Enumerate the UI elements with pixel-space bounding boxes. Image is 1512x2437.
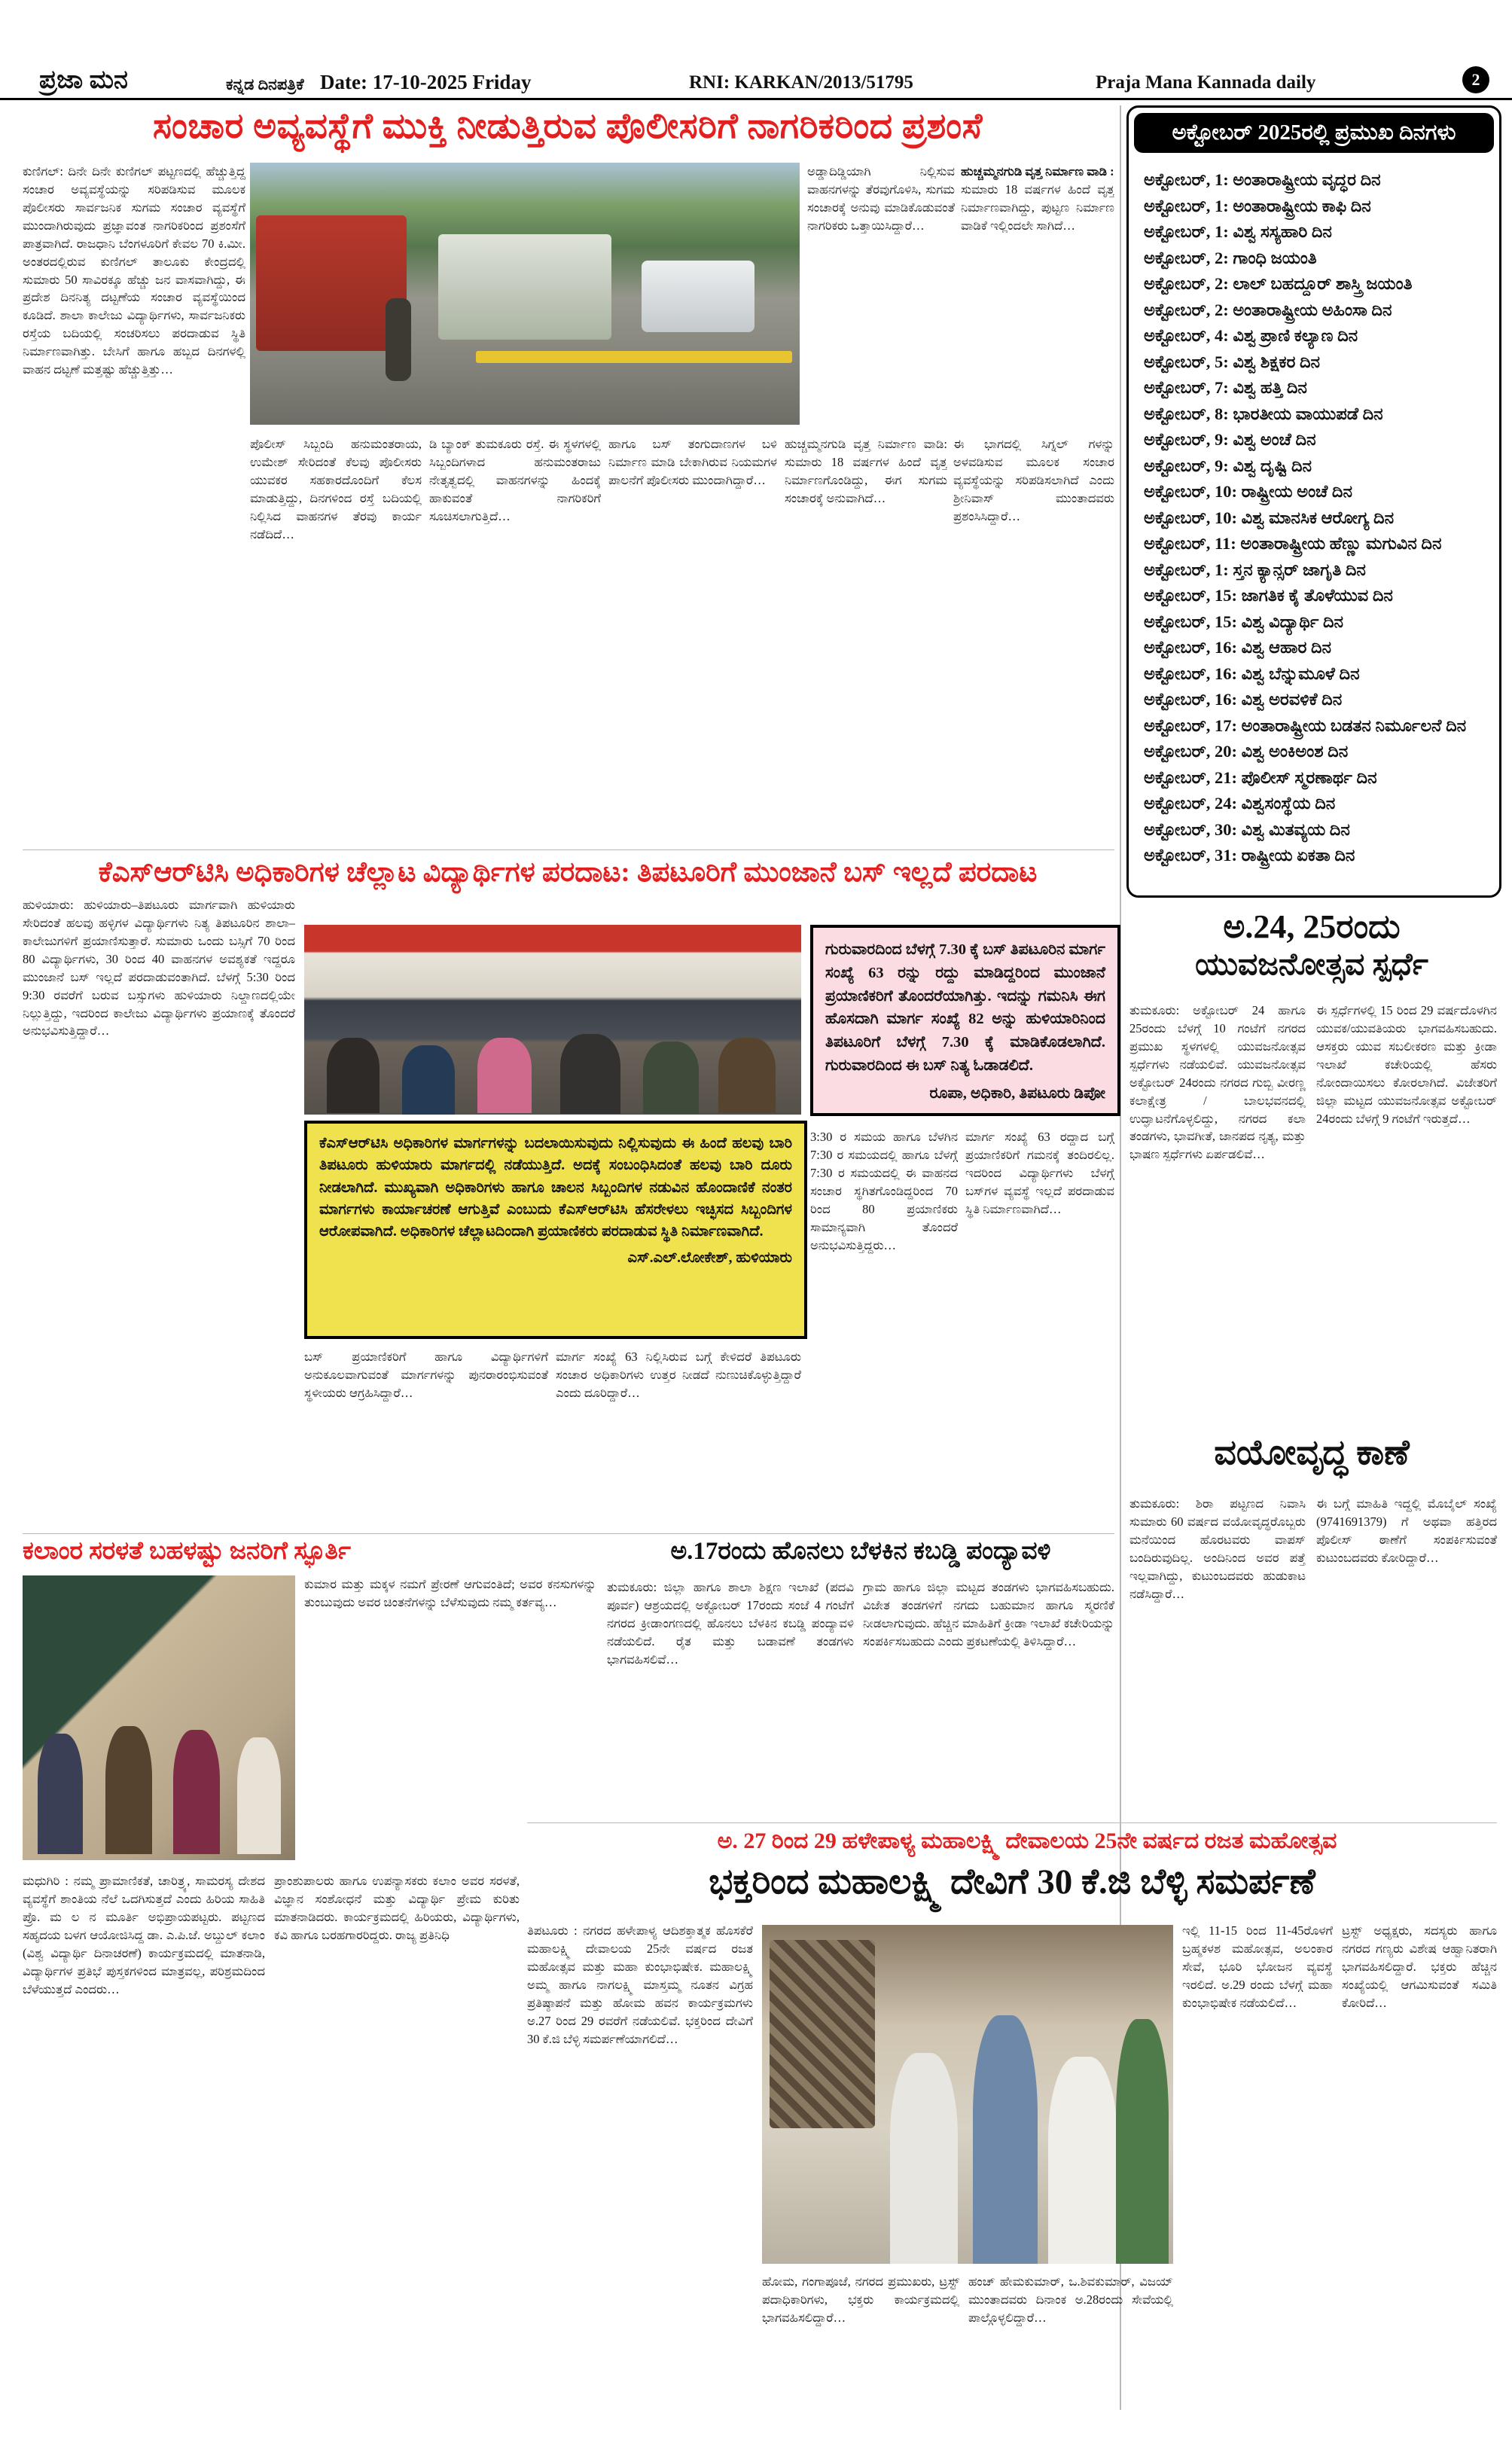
day-item: ಅಕ್ಟೋಬರ್, 1: ಅಂತಾರಾಷ್ಟ್ರೀಯ ವೃದ್ಧರ ದಿನ — [1144, 170, 1381, 189]
day-item: ಅಕ್ಟೋಬರ್, 4: ವಿಶ್ವ ಪ್ರಾಣಿ ಕಲ್ಯಾಣ ದಿನ — [1144, 326, 1358, 345]
caption-quote-byline: ಎಸ್.ಎಲ್.ಲೋಕೇಶ್, ಹುಳಿಯಾರು — [627, 1250, 792, 1267]
day-item: ಅಕ್ಟೋಬರ್, 9: ವಿಶ್ವ ಅಂಚೆ ದಿನ — [1144, 430, 1316, 449]
day-item: ಅಕ್ಟೋಬರ್, 2: ಅಂತಾರಾಷ್ಟ್ರೀಯ ಅಹಿಂಸಾ ದಿನ — [1144, 300, 1392, 319]
day-item: ಅಕ್ಟೋಬರ್, 10: ವಿಶ್ವ ಮಾನಸಿಕ ಆರೋಗ್ಯ ದಿನ — [1144, 508, 1395, 527]
temple-group-photo — [762, 1925, 1173, 2264]
crowd-figure-shape — [402, 1045, 455, 1115]
masthead-rni: RNI: KARKAN/2013/51795 — [689, 72, 913, 93]
ksrtc-col-r2: ಮಾರ್ಗ ಸಂಖ್ಯೆ 63 ರದ್ದಾದ ಬಗ್ಗೆ ಪ್ರಯಾಣಿಕರಿಗೆ ಗಮನಕ್ಕೆ ತಂದಿರಲಿಲ್ಲ. ಇದರಿಂದ ವಿದ್ಯಾರ್ಥಿಗಳು ಬೆಳಗ್ಗೆ ಬಸ್‌ಗಳ ವ್ಯವಸ್ಥೆ ಇಲ್ಲದೆ ಪರದಾಡುವ ಸ್ಥಿತಿ ನಿರ್ಮಾಣವಾಗಿದೆ… — [965, 1130, 1114, 1216]
day-item: ಅಕ್ಟೋಬರ್, 1: ಅಂತಾರಾಷ್ಟ್ರೀಯ ಕಾಫಿ ದಿನ — [1144, 196, 1371, 215]
lead-subhead: ಹುಚ್ಚಮ್ಮನಗುಡಿ ವೃತ್ತ ನಿರ್ಮಾಣ ವಾಡಿ : — [961, 164, 1114, 178]
youth-fest-col-2: ಈ ಸ್ಪರ್ಧೆಗಳಲ್ಲಿ 15 ರಿಂದ 29 ವರ್ಷದೊಳಗಿನ ಯುವಕ/ಯುವತಿಯರು ಭಾಗವಹಿಸಬಹುದು. ಆಸಕ್ತರು ಯುವ ಸಬಲೀಕರಣ ಮತ್ತು ಕ್ರೀಡಾ ಇಲಾಖೆ ಕಚೇರಿಯಲ್ಲಿ ಹೆಸರು ನೋಂದಾಯಿಸಲು ಕೋರಲಾಗಿದೆ. ವಿಜೇತರಿಗೆ ಜಿಲ್ಲಾ ಮಟ್ಟದ ಯುವಜನೋತ್ಸವ ಅಕ್ಟೋಬರ್ 24ರಂದು ಬೆಳಗ್ಗೆ 9 ಗಂಟೆಗೆ ಇರುತ್ತದೆ… — [1316, 1003, 1497, 1126]
missing-person-col-2: ಈ ಬಗ್ಗೆ ಮಾಹಿತಿ ಇದ್ದಲ್ಲಿ ಮೊಬೈಲ್ ಸಂಖ್ಯೆ (9741691379) ಗೆ ಅಥವಾ ಹತ್ತಿರದ ಪೊಲೀಸ್ ಠಾಣೆಗೆ ಸಂಪರ್ಕಿಸುವಂತೆ ಕುಟುಂಬದವರು ಕೋರಿದ್ದಾರೆ… — [1316, 1496, 1497, 1565]
day-item: ಅಕ್ಟೋಬರ್, 11: ಅಂತಾರಾಷ್ಟ್ರೀಯ ಹೆಣ್ಣು ಮಗುವಿನ ದಿನ — [1144, 534, 1442, 553]
day-item: ಅಕ್ಟೋಬರ್, 16: ವಿಶ್ವ ಬೆನ್ನುಮೂಳೆ ದಿನ — [1144, 663, 1360, 683]
ksrtc-headline: ಕೆಎಸ್‌ಆರ್‌ಟಿಸಿ ಅಧಿಕಾರಿಗಳ ಚೆಲ್ಲಾಟ ವಿದ್ಯಾರ್ಥಿಗಳ ಪರದಾಟ: ತಿಪಟೂರಿಗೆ ಮುಂಜಾನೆ ಬಸ್ ಇಲ್ಲದೆ ಪರದಾಟ — [98, 857, 1038, 888]
temple-col-u2: ಹಂಚ್ ಹೇಮಕುಮಾರ್, ಒ.ಶಿವಕುಮಾರ್, ವಿಜಯ್ ಮುಂತಾದವರು ದಿನಾಂಕ ಅ.28ರಂದು ಸೇವೆಯಲ್ಲಿ ಪಾಲ್ಗೊಳ್ಳಲಿದ್ದಾರೆ… — [968, 2274, 1173, 2325]
temple-kicker: ಅ. 27 ರಿಂದ 29 ಹಳೇಪಾಳ್ಯ ಮಹಾಲಕ್ಷ್ಮಿ ದೇವಾಲಯ 25ನೇ ವರ್ಷದ ರಜತ ಮಹೋತ್ಸವ — [717, 1829, 1337, 1853]
missing-person-col-1: ತುಮಕೂರು: ಶಿರಾ ಪಟ್ಟಣದ ನಿವಾಸಿ ಸುಮಾರು 60 ವರ್ಷದ ವಯೋವೃದ್ಧರೊಬ್ಬರು ಮನೆಯಿಂದ ಹೊರಟವರು ವಾಪಸ್ ಬಂದಿರುವುದಿಲ್ಲ. ಅಂದಿನಿಂದ ಅವರ ಪತ್ತೆ ಇಲ್ಲವಾಗಿದ್ದು, ಕುಟುಂಬದವರು ಹುಡುಕಾಟ ನಡೆಸಿದ್ದಾರೆ… — [1129, 1496, 1306, 1601]
official-quote-byline: ರೂಪಾ, ಅಧಿಕಾರಿ, ತಿಪಟೂರು ಡಿಪೋ — [929, 1084, 1105, 1102]
temple-col-r2: ಟ್ರಸ್ಟ್ ಅಧ್ಯಕ್ಷರು, ಸದಸ್ಯರು ಹಾಗೂ ನಗರದ ಗಣ್ಯರು ವಿಶೇಷ ಆಹ್ವಾನಿತರಾಗಿ ಭಾಗವಹಿಸಲಿದ್ದಾರೆ. ಭಕ್ತರು ಹೆಚ್ಚಿನ ಸಂಖ್ಯೆಯಲ್ಲಿ ಆಗಮಿಸುವಂತೆ ಸಮಿತಿ ಕೋರಿದೆ… — [1342, 1923, 1497, 2010]
section-rule — [23, 1533, 1114, 1534]
kalam-side-col: ಕುಮಾರ ಮತ್ತು ಮಕ್ಕಳ ನಮಗೆ ಪ್ರೇರಣೆ ಆಗುವಂತಿದೆ; ಅವರ ಕನಸುಗಳನ್ನು ತುಂಬುವುದು ಅವರ ಚಿಂತನೆಗಳನ್ನು ಬೆಳೆಸುವುದು ನಮ್ಮ ಕರ್ತವ್ಯ… — [304, 1577, 596, 1609]
group-figure-shape — [890, 2053, 958, 2264]
day-item: ಅಕ್ಟೋಬರ್, 9: ವಿಶ್ವ ದೃಷ್ಟಿ ದಿನ — [1144, 456, 1312, 475]
day-item: ಅಕ್ಟೋಬರ್, 8: ಭಾರತೀಯ ವಾಯುಪಡೆ ದಿನ — [1144, 404, 1383, 423]
kabaddi-col-2: ಗ್ರಾಮ ಹಾಗೂ ಜಿಲ್ಲಾ ಮಟ್ಟದ ತಂಡಗಳು ಭಾಗವಹಿಸಬಹುದು. ವಿಜೇತ ತಂಡಗಳಿಗೆ ನಗದು ಬಹುಮಾನ ಹಾಗೂ ಸ್ಮರಣಿಕೆ ನೀಡಲಾಗುವುದು. ಹೆಚ್ಚಿನ ಮಾಹಿತಿಗೆ ಕ್ರೀಡಾ ಇಲಾಖೆ ಕಚೇರಿಯನ್ನು ಸಂಪರ್ಕಿಸಬಹುದು ಎಂದು ಪ್ರಕಟಣೆಯಲ್ಲಿ ತಿಳಿಸಿದ್ದಾರೆ… — [863, 1580, 1114, 1649]
crowd-figure-shape — [718, 1038, 776, 1113]
temple-headline: ಭಕ್ತರಿಂದ ಮಹಾಲಕ್ಷ್ಮಿ ದೇವಿಗೆ 30 ಕೆ.ಜಿ ಬೆಳ್ಳಿ ಸಮರ್ಪಣೆ — [709, 1862, 1315, 1902]
day-item: ಅಕ್ಟೋಬರ್, 20: ವಿಶ್ವ ಅಂಕಿಅಂಶ ದಿನ — [1144, 742, 1349, 761]
red-bus-shape — [256, 215, 407, 351]
official-quote-text: ಗುರುವಾರದಿಂದ ಬೆಳಗ್ಗೆ 7.30 ಕ್ಕೆ ಬಸ್ ತಿಪಟೂರಿನ ಮಾರ್ಗ ಸಂಖ್ಯೆ 63 ರನ್ನು ರದ್ದು ಮಾಡಿದ್ದರಿಂದ ಮುಂಜಾನೆ ಪ್ರಯಾಣಿಕರಿಗೆ ತೊಂದರೆಯಾಗಿತ್ತು. ಇದನ್ನು ಗಮನಿಸಿ ಈಗ ಹೊಸದಾಗಿ ಮಾರ್ಗ ಸಂಖ್ಯೆ 82 ಅನ್ನು ಹುಳಿಯಾರಿನಿಂದ ತಿಪಟೂರಿಗೆ ಬೆಳಗ್ಗೆ 7.30 ಕ್ಕೆ ಮಾಡಿಕೊಡಲಾಗಿದೆ. ಗುರುವಾರದಿಂದ ಈ ಬಸ್ ನಿತ್ಯ ಓಡಾಡಲಿದೆ. — [825, 941, 1105, 1074]
day-item: ಅಕ್ಟೋಬರ್, 2: ಗಾಂಧಿ ಜಯಂತಿ — [1144, 248, 1317, 267]
important-days-title: ಅಕ್ಟೋಬರ್ 2025ರಲ್ಲಿ ಪ್ರಮುಖ ದಿನಗಳು — [1134, 113, 1494, 153]
classroom-event-photo — [23, 1575, 295, 1860]
day-item: ಅಕ್ಟೋಬರ್, 10: ರಾಷ್ಟ್ರೀಯ ಅಂಚೆ ದಿನ — [1144, 482, 1352, 501]
white-car-shape — [642, 261, 754, 332]
day-item: ಅಕ್ಟೋಬರ್, 17: ಅಂತಾರಾಷ್ಟ್ರೀಯ ಬಡತನ ನಿರ್ಮೂಲನೆ ದಿನ — [1144, 715, 1467, 735]
temple-col-main: ತಿಪಟೂರು : ನಗರದ ಹಳೇಪಾಳ್ಯ ಆದಿಶಕ್ತಾತ್ಮಕ ಹೊಸಕೆರೆ ಮಹಾಲಕ್ಷ್ಮಿ ದೇವಾಲಯ 25ನೇ ವರ್ಷದ ರಜತ ಮಹೋತ್ಸವ ಮತ್ತು ಮಹಾ ಕುಂಭಾಭಿಷೇಕ. ಮಹಾಲಕ್ಷ್ಮಿ ಅಮ್ಮ ಹಾಗೂ ನಾಗಲಕ್ಷ್ಮಿ ಮಾಸ್ತಮ್ಮ ನೂತನ ವಿಗ್ರಹ ಪ್ರತಿಷ್ಠಾಪನೆ ಮತ್ತು ಹೋಮ ಹವನ ಕಾರ್ಯಕ್ರಮಗಳು ಅ.27 ರಿಂದ 29 ರವರೆಗೆ ನಡೆಯಲಿವೆ. ಭಕ್ತರಿಂದ ದೇವಿಗೆ 30 ಕೆ.ಜಿ ಬೆಳ್ಳಿ ಸಮರ್ಪಣೆಯಾಗಲಿದೆ… — [527, 1923, 753, 2046]
crowd-figure-shape — [643, 1042, 699, 1114]
day-item: ಅಕ್ಟೋಬರ್, 7: ವಿಶ್ವ ಹತ್ತಿ ದಿನ — [1144, 378, 1307, 397]
ksrtc-col-a: ಹುಳಿಯಾರು: ಹುಳಿಯಾರು–ತಿಪಟೂರು ಮಾರ್ಗವಾಗಿ ಹುಳಿಯಾರು ಸೇರಿದಂತೆ ಹಲವು ಹಳ್ಳಿಗಳ ವಿದ್ಯಾರ್ಥಿಗಳು ನಿತ್ಯ ತಿಪಟೂರಿನ ಶಾಲಾ–ಕಾಲೇಜುಗಳಿಗೆ ಪ್ರಯಾಣಿಸುತ್ತಾರೆ. ಸುಮಾರು ಒಂದು ಬಸ್ಸಿಗೆ 70 ರಿಂದ 80 ವಿದ್ಯಾರ್ಥಿಗಳು, 30 ರಿಂದ 40 ವಾಹನಗಳ ಅವಶ್ಯಕತೆ ಇದ್ದರೂ ಮುಂಜಾನೆ ಬಸ್ ಇಲ್ಲದೆ ಪರದಾಡುವಂತಾಗಿದೆ. ಬೆಳಗ್ಗೆ 5:30 ರಿಂದ 9:30 ರವರೆಗೆ ಬರುವ ಬಸ್ಸುಗಳು ಹುಳಿಯಾರು ನಿಲ್ದಾಣದಲ್ಲಿಯೇ ನಿಲ್ಲುತ್ತಿದ್ದು, ಇದರಿಂದ ಕಾಲೇಜು ವಿದ್ಯಾರ್ಥಿಗಳು ಪ್ರಯಾಣಕ್ಕೆ ತೊಂದರೆ ಅನುಭವಿಸುತ್ತಿದ್ದಾರೆ… — [23, 898, 295, 1039]
ksrtc-col-b2: ಮಾರ್ಗ ಸಂಖ್ಯೆ 63 ನಿಲ್ಲಿಸಿರುವ ಬಗ್ಗೆ ಕೇಳಿದರೆ ತಿಪಟೂರು ಸಂಚಾರ ಅಧಿಕಾರಿಗಳು ಉತ್ತರ ನೀಡದೆ ನುಣುಚಿಕೊಳ್ಳುತ್ತಿದ್ದಾರೆ ಎಂದು ದೂರಿದ್ದಾರೆ… — [556, 1350, 801, 1400]
kalam-col-2: ಪ್ರಾಂಶುಪಾಲರು ಹಾಗೂ ಉಪನ್ಯಾಸಕರು ಕಲಾಂ ಅವರ ಸರಳತೆ, ವಿಜ್ಞಾನ ಸಂಶೋಧನೆ ಮತ್ತು ವಿದ್ಯಾರ್ಥಿ ಪ್ರೇಮ ಕುರಿತು ಮಾತನಾಡಿದರು. ಕಾರ್ಯಕ್ರಮದಲ್ಲಿ ಹಿರಿಯರು, ವಿದ್ಯಾರ್ಥಿಗಳು, ಕವಿ ಹಾಗೂ ಬರಹಗಾರರಿದ್ದರು. ರಾಜ್ಯ ಪ್ರತಿನಿಧಿ — [274, 1874, 520, 1942]
day-item: ಅಕ್ಟೋಬರ್, 21: ಪೊಲೀಸ್ ಸ್ಮರಣಾರ್ಥ ದಿನ — [1144, 767, 1377, 787]
day-item: ಅಕ್ಟೋಬರ್, 16: ವಿಶ್ವ ಆಹಾರ ದಿನ — [1144, 638, 1332, 657]
person-figure-shape — [237, 1737, 281, 1854]
crowd-figure-shape — [477, 1038, 532, 1113]
masthead-rule — [0, 98, 1512, 100]
group-figure-shape — [973, 2015, 1038, 2264]
section-rule — [527, 1822, 1497, 1823]
lead-col-4: ಹುಚ್ಚಮ್ಮನಗುಡಿ ವೃತ್ತ ನಿರ್ಮಾಣ ವಾಡಿ: ಸುಮಾರು 18 ವರ್ಷಗಳ ಹಿಂದೆ ವೃತ್ತ ನಿರ್ಮಾಣಗೊಂಡಿದ್ದು, ಈಗ ಸುಗಮ ಸಂಚಾರಕ್ಕೆ ಅನುವಾಗಿದೆ… — [785, 437, 947, 505]
ksrtc-col-b1: ಬಸ್ ಪ್ರಯಾಣಿಕರಿಗೆ ಹಾಗೂ ವಿದ್ಯಾರ್ಥಿಗಳಿಗೆ ಅನುಕೂಲವಾಗುವಂತೆ ಮಾರ್ಗಗಳನ್ನು ಪುನರಾರಂಭಿಸುವಂತೆ ಸ್ಥಳೀಯರು ಆಗ್ರಹಿಸಿದ್ದಾರೆ… — [304, 1350, 548, 1400]
caption-quote-box — [304, 1121, 807, 1339]
lead-col-b: ಅಡ್ಡಾದಿಡ್ಡಿಯಾಗಿ ನಿಲ್ಲಿಸುವ ವಾಹನಗಳನ್ನು ತೆರವುಗೊಳಿಸಿ, ಸುಗಮ ಸಂಚಾರಕ್ಕೆ ಅನುವು ಮಾಡಿಕೊಡುವಂತೆ ನಾಗರಿಕರು ಒತ್ತಾಯಿಸಿದ್ದಾರೆ… — [807, 164, 955, 233]
important-days-list — [1129, 158, 1499, 875]
temple-col-r1: ಇಲ್ಲಿ 11-15 ರಿಂದ 11-45ರೊಳಗೆ ಬ್ರಹ್ಮಕಳಶ ಮಹೋತ್ಸವ, ಅಲಂಕಾರ ಸೇವೆ, ಭೂರಿ ಭೋಜನ ವ್ಯವಸ್ಥೆ ಇರಲಿದೆ. ಅ.29 ರಂದು ಬೆಳಗ್ಗೆ ಮಹಾ ಕುಂಭಾಭಿಷೇಕ ನಡೆಯಲಿದೆ… — [1182, 1923, 1333, 2010]
masthead-tagline: ಕನ್ನಡ ದಿನಪತ್ರಿಕೆ — [226, 75, 304, 93]
person-figure-shape — [38, 1734, 83, 1854]
day-item: ಅಕ್ಟೋಬರ್, 16: ವಿಶ್ವ ಅರವಳಿಕೆ ದಿನ — [1144, 690, 1343, 709]
crowd-figure-shape — [560, 1034, 620, 1114]
lead-col-c-text: ಸುಮಾರು 18 ವರ್ಷಗಳ ಹಿಂದೆ ವೃತ್ತ ನಿರ್ಮಾಣವಾಗಿದ್ದು, ಪುಟ್ಟಣ ನಿರ್ಮಾಣ ವಾಡಿಕೆ ಇಲ್ಲಿಂದಲೇ ಸಾಗಿದೆ… — [961, 181, 1114, 233]
day-item: ಅಕ್ಟೋಬರ್, 30: ವಿಶ್ವ ಮಿತವ್ಯಯ ದಿನ — [1144, 819, 1350, 839]
day-item: ಅಕ್ಟೋಬರ್, 15: ಜಾಗತಿಕ ಕೈ ತೊಳೆಯುವ ದಿನ — [1144, 586, 1393, 605]
police-figure-shape — [386, 298, 411, 381]
lead-col-2: ಡಿ ಬ್ಯಾಂಕ್ ತುಮಕೂರು ರಸ್ತೆ. ಈ ಸ್ಥಳಗಳಲ್ಲಿ ಸಿಬ್ಬಂದಿಗಳಾದ ಹನುಮಂತರಾಜು ನೇತೃತ್ವದಲ್ಲಿ ವಾಹನಗಳನ್ನು ಹಿಂದಕ್ಕೆ ಹಾಕುವಂತೆ ನಾಗರಿಕರಿಗೆ ಸೂಚಿಸಲಾಗುತ್ತಿದೆ… — [429, 437, 601, 523]
person-figure-shape — [173, 1730, 220, 1854]
official-quote-box — [810, 925, 1120, 1116]
youth-fest-col-1: ತುಮಕೂರು: ಅಕ್ಟೋಬರ್ 24 ಹಾಗೂ 25ರಂದು ಬೆಳಗ್ಗೆ 10 ಗಂಟೆಗೆ ನಗರದ ಪ್ರಮುಖ ಸ್ಥಳಗಳಲ್ಲಿ ಯುವಜನೋತ್ಸವ ಸ್ಪರ್ಧೆಗಳು ನಡೆಯಲಿವೆ. ಯುವಜನೋತ್ಸವ ಅಕ್ಟೋಬರ್ 24ರಂದು ನಗರದ ಗುಬ್ಬಿ ವೀರಣ್ಣ ಕಲಾಕ್ಷೇತ್ರ / ಬಾಲಭವನದಲ್ಲಿ ಉದ್ಘಾಟನೆಗೊಳ್ಳಲಿದ್ದು, ನಗರದ ಕಲಾ ತಂಡಗಳು, ಭಾವಗೀತೆ, ಜಾನಪದ ನೃತ್ಯ, ಮತ್ತು ಭಾಷಣ ಸ್ಪರ್ಧೆಗಳು ಏರ್ಪಡಲಿವೆ… — [1129, 1003, 1306, 1162]
lead-col-3: ಹಾಗೂ ಬಸ್ ತಂಗುದಾಣಗಳ ಬಳಿ ನಿರ್ಮಾಣ ಮಾಡಿ ಬೇಕಾಗಿರುವ ನಿಯಮಗಳ ಪಾಲನೆಗೆ ಪೊಲೀಸರು ಮುಂದಾಗಿದ್ದಾರೆ… — [608, 437, 777, 487]
masthead-daily-name: Praja Mana Kannada daily — [1096, 72, 1316, 93]
green-bus-shape — [438, 234, 611, 340]
masthead-logo: ಪ್ರಜಾ ಮನ — [39, 66, 128, 94]
youth-fest-headline-line1: ಅ.24, 25ರಂದು — [1223, 908, 1401, 945]
crowd-figure-shape — [327, 1038, 380, 1113]
ksrtc-col-r1: 3:30 ರ ಸಮಯ ಹಾಗೂ ಬೆಳಗಿನ 7:30 ರ ಸಮಯದಲ್ಲಿ ಹಾಗೂ ಬೆಳಗ್ಗೆ 7:30 ರ ಸಮಯದಲ್ಲಿ ಈ ವಾಹನದ ಸಂಚಾರ ಸ್ಥಗಿತಗೊಂಡಿದ್ದರಿಂದ 70 ರಿಂದ 80 ಪ್ರಯಾಣಿಕರು ಸಾಮಾನ್ಯವಾಗಿ ತೊಂದರೆ ಅನುಭವಿಸುತ್ತಿದ್ದರು… — [810, 1130, 958, 1252]
important-days-box — [1126, 105, 1501, 898]
temple-lattice-shape — [770, 1940, 875, 2128]
day-item: ಅಕ್ಟೋಬರ್, 15: ವಿಶ್ವ ವಿದ್ಯಾರ್ಥಿ ದಿನ — [1144, 612, 1344, 631]
youth-fest-headline — [1126, 907, 1497, 983]
day-item: ಅಕ್ಟೋಬರ್, 5: ವಿಶ್ವ ಶಿಕ್ಷಕರ ದಿನ — [1144, 352, 1321, 371]
missing-person-headline: ವಯೋವೃದ್ಧ ಕಾಣೆ — [1214, 1433, 1410, 1472]
kabaddi-headline: ಅ.17ರಂದು ಹೊನಲು ಬೆಳಕಿನ ಕಬಡ್ಡಿ ಪಂದ್ಯಾವಳಿ — [670, 1538, 1051, 1565]
day-item: ಅಕ್ಟೋಬರ್, 2: ಲಾಲ್ ಬಹದ್ದೂರ್ ಶಾಸ್ತ್ರಿ ಜಯಂತಿ — [1144, 274, 1413, 293]
person-figure-shape — [105, 1726, 152, 1854]
temple-col-u1: ಹೋಮ, ಗಂಗಾಪೂಜೆ, ನಗರದ ಪ್ರಮುಖರು, ಟ್ರಸ್ಟ್ ಪದಾಧಿಕಾರಿಗಳು, ಭಕ್ತರು ಕಾರ್ಯಕ್ರಮದಲ್ಲಿ ಭಾಗವಹಿಸಲಿದ್ದಾರೆ… — [762, 2274, 959, 2325]
caption-quote-text: ಕೆಎಸ್‌ಆರ್‌ಟಿಸಿ ಅಧಿಕಾರಿಗಳ ಮಾರ್ಗಗಳನ್ನು ಬದಲಾಯಿಸುವುದು ನಿಲ್ಲಿಸುವುದು ಈ ಹಿಂದೆ ಹಲವು ಬಾರಿ ತಿಪಟೂರು ಹುಳಿಯಾರು ಮಾರ್ಗದಲ್ಲಿ ನಡೆಯುತ್ತಿದೆ. ಅದಕ್ಕೆ ಸಂಬಂಧಿಸಿದಂತೆ ಹಲವು ಬಾರಿ ದೂರು ನೀಡಲಾಗಿದೆ. ಮುಖ್ಯವಾಗಿ ಅಧಿಕಾರಿಗಳು ಹಾಗೂ ಚಾಲನ ಸಿಬ್ಬಂದಿಗಳ ನಡುವಿನ ಹೊಂದಾಣಿಕೆ ನಂತರ ಮಾರ್ಗಗಳು ಕಾರ್ಯಾಚರಣೆ ಆಗುತ್ತಿವೆ ಎಂಬುದು ಕೆಎಸ್‌ಆರ್‌ಟಿಸಿ ಹೆಸರೇಳಲು ಇಚ್ಛಿಸದ ಸಿಬ್ಬಂದಿಗಳ ಆರೋಪವಾಗಿದೆ. ಅಧಿಕಾರಿಗಳ ಚೆಲ್ಲಾಟದಿಂದಾಗಿ ಪ್ರಯಾಣಿಕರು ಪರದಾಡುವ ಸ್ಥಿತಿ ನಿರ್ಮಾಣವಾಗಿದೆ. — [319, 1136, 792, 1240]
group-figure-shape — [1048, 2057, 1117, 2264]
day-item: ಅಕ್ಟೋಬರ್, 1: ಸ್ತನ ಕ್ಯಾನ್ಸರ್ ಜಾಗೃತಿ ದಿನ — [1144, 560, 1366, 579]
day-item: ಅಕ್ಟೋಬರ್, 24: ವಿಶ್ವಸಂಸ್ಥೆಯ ದಿನ — [1144, 794, 1336, 813]
yellow-barrier-shape — [476, 351, 792, 363]
day-item: ಅಕ್ಟೋಬರ್, 31: ರಾಷ್ಟ್ರೀಯ ಏಕತಾ ದಿನ — [1144, 846, 1355, 865]
group-figure-shape — [1116, 2019, 1169, 2264]
lead-col-c — [961, 163, 1114, 425]
masthead-date: Date: 17-10-2025 Friday — [320, 71, 532, 93]
day-item: ಅಕ್ಟೋಬರ್, 1: ವಿಶ್ವ ಸಸ್ಯಹಾರಿ ದಿನ — [1144, 222, 1332, 241]
lead-col-1: ಪೊಲೀಸ್ ಸಿಬ್ಬಂದಿ ಹನುಮಂತರಾಯ, ಉಮೇಶ್ ಸೇರಿದಂತೆ ಕೆಲವು ಪೊಲೀಸರು ಯುವಕರ ಸಹಕಾರದೊಂದಿಗೆ ಕೆಲಸ ಮಾಡುತ್ತಿದ್ದು, ದಿನಗಳಿಂದ ರಸ್ತೆ ಬದಿಯಲ್ಲಿ ನಿಲ್ಲಿಸಿದ ವಾಹನಗಳ ತೆರವು ಕಾರ್ಯ ನಡೆದಿದೆ… — [250, 437, 422, 541]
lead-headline: ಸಂಚಾರ ಅವ್ಯವಸ್ಥೆಗೆ ಮುಕ್ತಿ ನೀಡುತ್ತಿರುವ ಪೊಲೀಸರಿಗೆ ನಾಗರಿಕರಿಂದ ಪ್ರಶಂಸೆ — [153, 107, 983, 146]
youth-fest-headline-line2: ಯುವಜನೋತ್ಸವ ಸ್ಪರ್ಧೆ — [1195, 947, 1428, 981]
kalam-headline: ಕಲಾಂರ ಸರಳತೆ ಬಹಳಷ್ಟು ಜನರಿಗೆ ಸ್ಫೂರ್ತಿ — [23, 1538, 351, 1565]
bus-crowd-photo — [304, 925, 801, 1115]
kabaddi-col-1: ತುಮಕೂರು: ಜಿಲ್ಲಾ ಹಾಗೂ ಶಾಲಾ ಶಿಕ್ಷಣ ಇಲಾಖೆ (ಪದವಿ ಪೂರ್ವ) ಆಶ್ರಯದಲ್ಲಿ ಅಕ್ಟೋಬರ್ 17ರಂದು ಸಂಜೆ 4 ಗಂಟೆಗೆ ನಗರದ ಕ್ರೀಡಾಂಗಣದಲ್ಲಿ ಹೊನಲು ಬೆಳಕಿನ ಕಬಡ್ಡಿ ಪಂದ್ಯಾವಳಿ ನಡೆಯಲಿದೆ. ರೈತ ಮತ್ತು ಬಡಾವಣೆ ತಂಡಗಳು ಭಾಗವಹಿಸಲಿವೆ… — [607, 1580, 854, 1667]
kalam-col-1: ಮಧುಗಿರಿ : ನಮ್ಮ ಪ್ರಾಮಾಣಿಕತೆ, ಚಾರಿತ್ರ್ಯ, ಸಾಮರಸ್ಯ ದೇಶದ ವ್ಯವಸ್ಥೆಗೆ ಶಾಂತಿಯ ನೆಲೆ ಒದಗಿಸುತ್ತದೆ ಎಂದು ಹಿರಿಯ ಸಾಹಿತಿ ಪ್ರೊ. ಮ ಲ ನ ಮೂರ್ತಿ ಅಭಿಪ್ರಾಯಪಟ್ಟರು. ಪಟ್ಟಣದ ಸಹೃದಯ ಬಳಗ ಆಯೋಜಿಸಿದ್ದ ಡಾ. ಎ.ಪಿ.ಜೆ. ಅಬ್ದುಲ್ ಕಲಾಂ (ವಿಶ್ವ ವಿದ್ಯಾರ್ಥಿ ದಿನಾಚರಣೆ) ಕಾರ್ಯಕ್ರಮದಲ್ಲಿ ಮಾತನಾಡಿ, ವಿದ್ಯಾರ್ಥಿಗಳ ಪ್ರತಿಭೆ ಪುಸ್ತಕಗಳಿಂದ ಮಾತ್ರವಲ್ಲ, ಪರಿಶ್ರಮದಿಂದ ಬೆಳೆಯುತ್ತದೆ ಎಂದರು… — [23, 1874, 265, 1996]
page-number-badge: 2 — [1462, 66, 1489, 93]
section-rule — [23, 849, 1114, 850]
lead-col-5: ಈ ಭಾಗದಲ್ಲಿ ಸಿಗ್ನಲ್ ಗಳನ್ನು ಅಳವಡಿಸುವ ಮೂಲಕ ಸಂಚಾರ ವ್ಯವಸ್ಥೆಯನ್ನು ಸರಿಪಡಿಸಲಾಗಿದೆ ಎಂದು ಶ್ರೀನಿವಾಸ್ ಮುಂತಾದವರು ಪ್ರಶಂಸಿಸಿದ್ದಾರೆ… — [953, 437, 1114, 523]
traffic-police-photo — [250, 163, 800, 425]
lead-col-a: ಕುಣಿಗಲ್: ದಿನೇ ದಿನೇ ಕುಣಿಗಲ್ ಪಟ್ಟಣದಲ್ಲಿ ಹೆಚ್ಚುತ್ತಿದ್ದ ಸಂಚಾರ ಅವ್ಯವಸ್ಥೆಯನ್ನು ಸರಿಪಡಿಸುವ ಮೂಲಕ ಪೊಲೀಸರು ಸಾರ್ವಜನಿಕ ಸುಗಮ ಸಂಚಾರ ವ್ಯವಸ್ಥೆಗೆ ಮುಂದಾಗಿರುವುದು ಪ್ರಜ್ಞಾವಂತ ನಾಗರಿಕರಿಂದ ಪ್ರಶಂಸೆಗೆ ಪಾತ್ರವಾಗಿದೆ. ರಾಜಧಾನಿ ಬೆಂಗಳೂರಿಗೆ ಕೇವಲ 70 ಕಿ.ಮೀ. ಅಂತರದಲ್ಲಿರುವ ಕುಣಿಗಲ್ ತಾಲೂಕು ಕೇಂದ್ರದಲ್ಲಿ ಸುಮಾರು 50 ಸಾವಿರಕ್ಕೂ ಹೆಚ್ಚು ಜನ ವಾಸವಾಗಿದ್ದು, ಈ ಪ್ರದೇಶ ದಿನನಿತ್ಯ ದಟ್ಟಣೆಯ ಸಂಚಾರ ವ್ಯವಸ್ಥೆಯಿಂದ ಕೂಡಿದೆ. ಶಾಲಾ ಕಾಲೇಜು ವಿದ್ಯಾರ್ಥಿಗಳು, ಸಾರ್ವಜನಿಕರು ರಸ್ತೆಯ ಬದಿಯಲ್ಲಿ ಸಂಚರಿಸಲು ಪರದಾಡುವ ಸ್ಥಿತಿ ನಿರ್ಮಾಣವಾಗಿತ್ತು. ಬೇಸಿಗೆ ಹಾಗೂ ಹಬ್ಬದ ದಿನಗಳಲ್ಲಿ ವಾಹನ ದಟ್ಟಣೆ ಮತ್ತಷ್ಟು ಹೆಚ್ಚುತ್ತಿತ್ತು… — [23, 164, 245, 377]
